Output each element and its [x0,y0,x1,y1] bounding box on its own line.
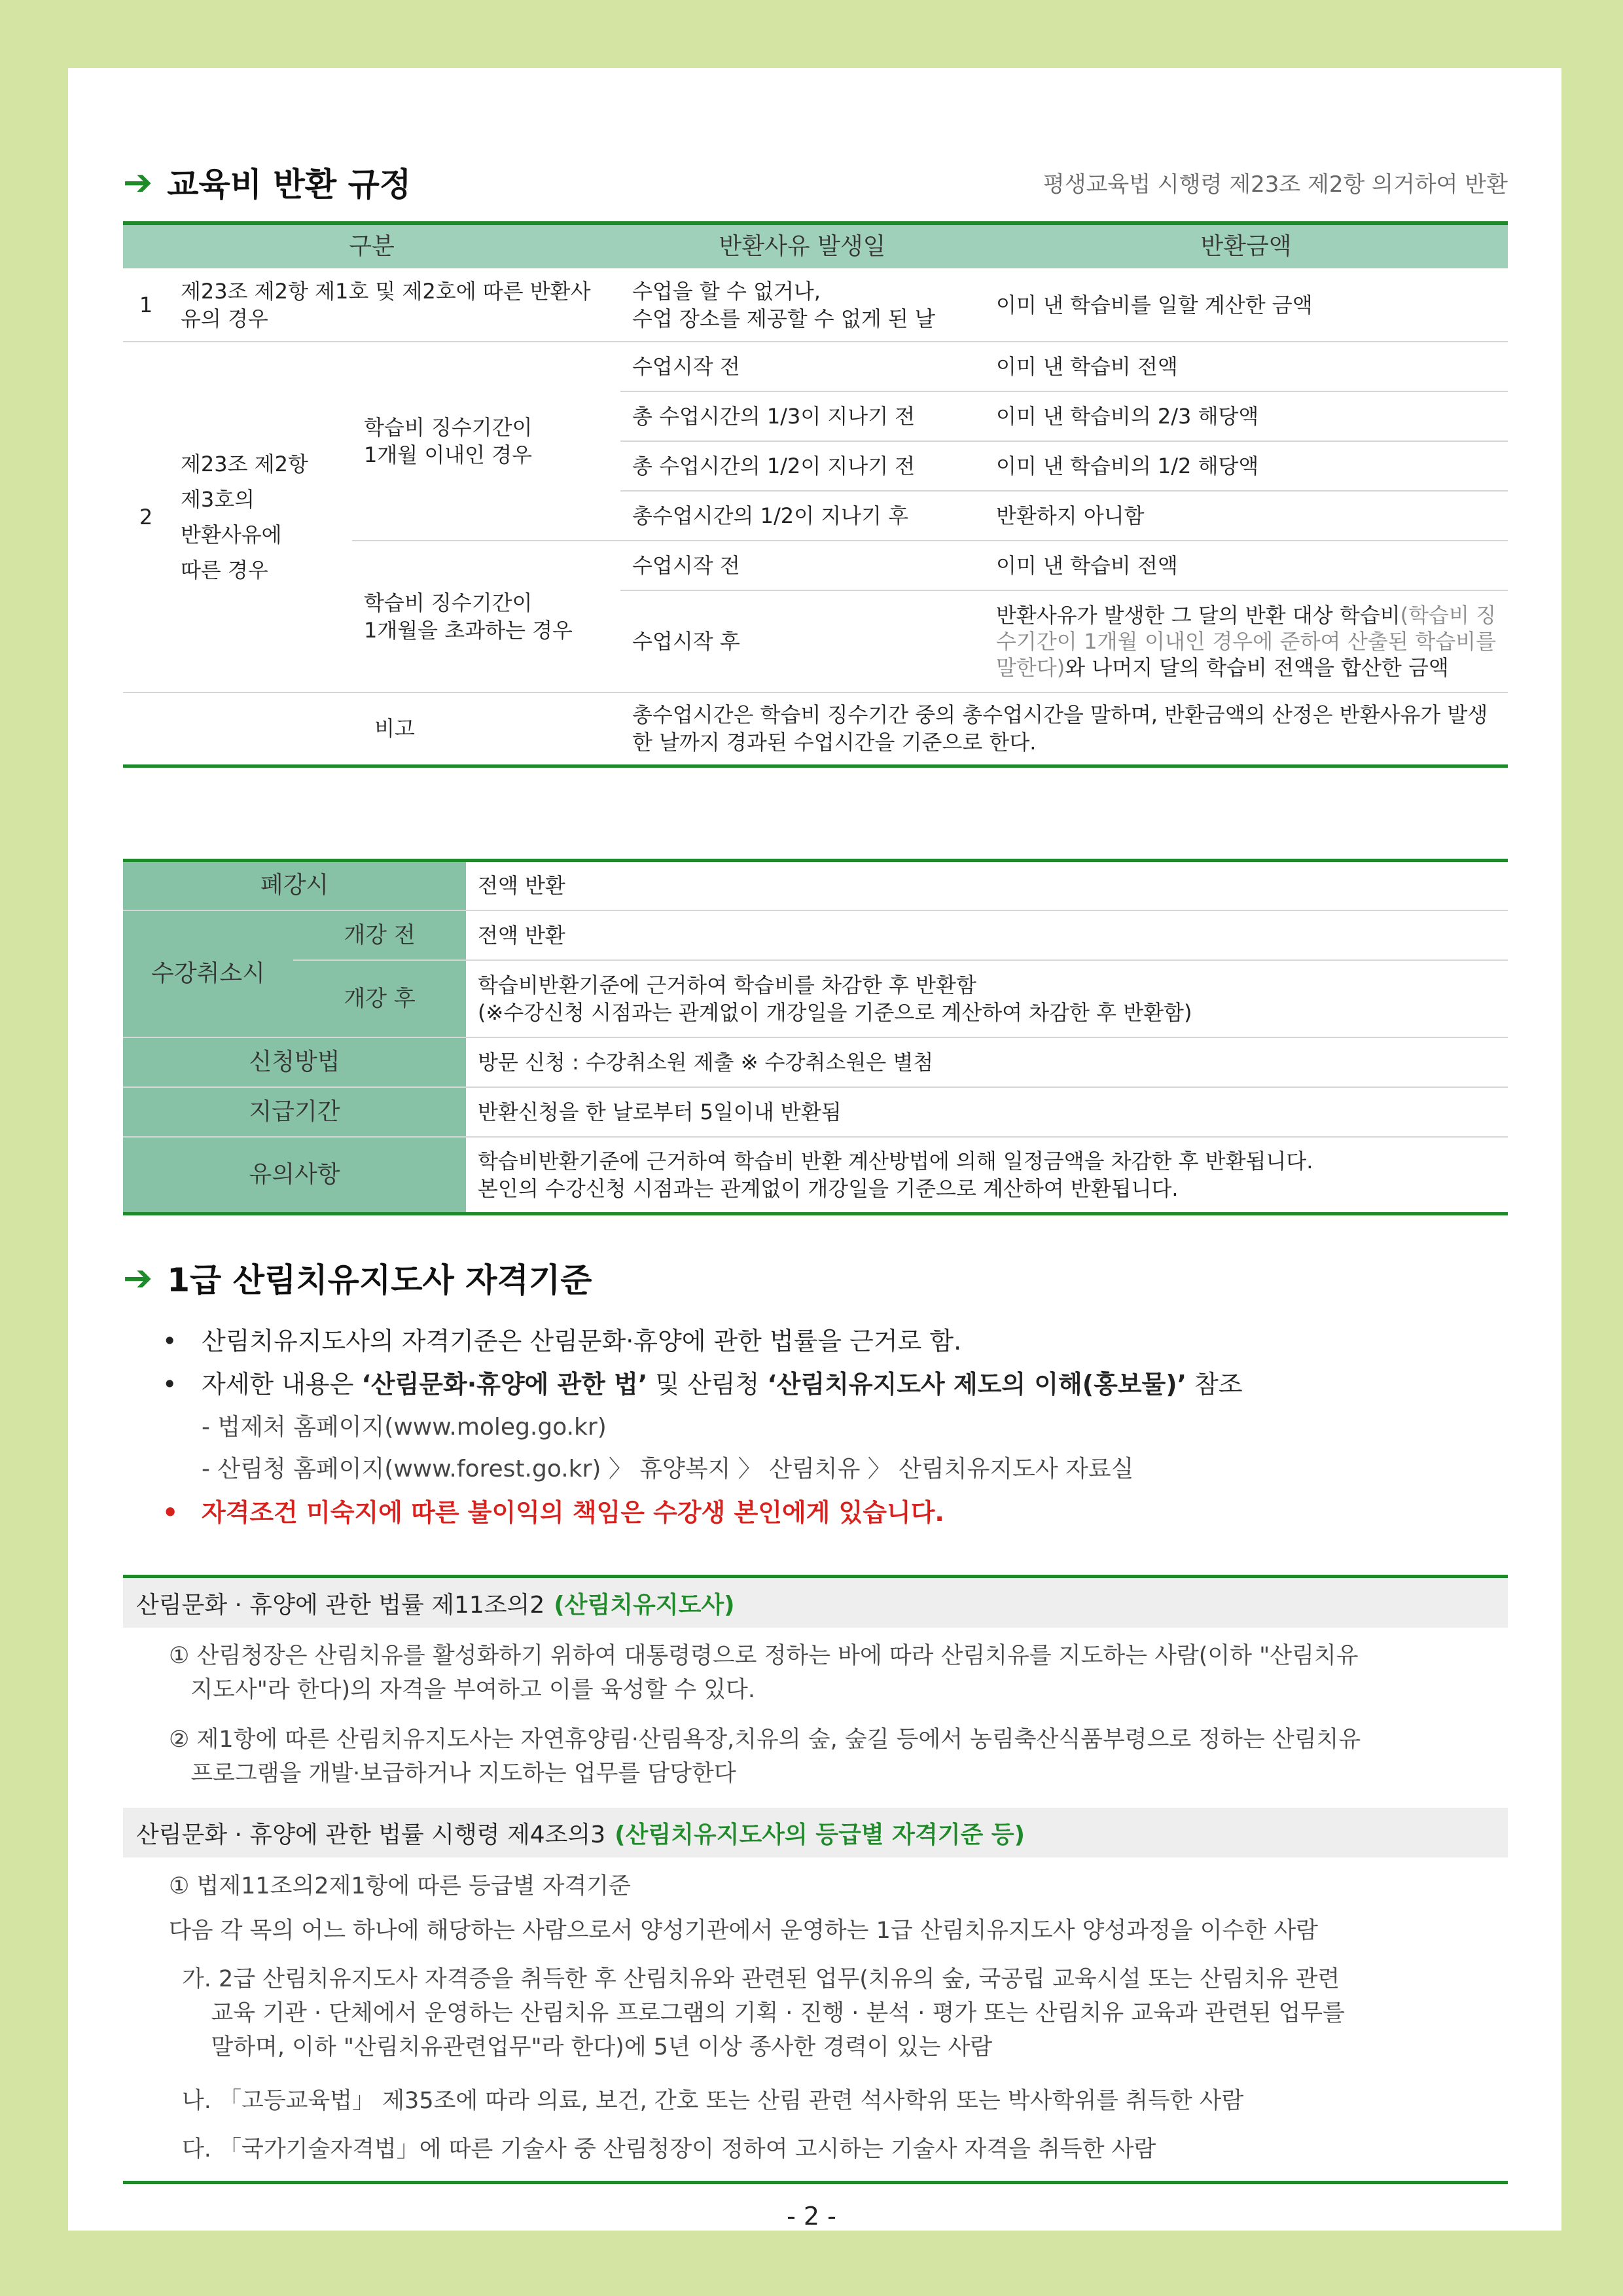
row-amount: 이미 낸 학습비 전액 [984,342,1508,391]
bullet-text-c: 및 산림청 [647,1370,768,1399]
row-occurrence: 수업시작 후 [632,629,740,654]
law1-p1: ① 산림청장은 산림치유를 활성화하기 위하여 대통령령으로 정하는 바에 따라 산림치유를 지도하는 사람(이하 "산림치유 지도사"라 한다)의 자격을 부여하고 이를 육성할 수 있다. [169,1643,1359,1703]
row-occurrence: 총 수업시간의 1/3이 지나기 전 [620,391,984,441]
method-text: 방문 신청 : 수강취소원 제출 ※ 수강취소원은 별첨 [466,1037,1508,1087]
table-row [123,268,1508,342]
law2-title: 산림문화 · 휴양에 관한 법률 시행령 제4조의3 [136,1821,606,1848]
bullet-text: 산림치유지도사의 자격기준은 산림문화·휴양에 관한 법률을 근거로 함. [202,1327,962,1355]
header-occurrence: 반환사유 발생일 [620,223,984,268]
table-row [123,1137,1508,1214]
caution-text: 학습비반환기준에 근거하여 학습비 반환 계산방법에 의해 일정금액을 차감한 후 반환됩니다. 본인의 수강신청 시점과는 관계없이 개강일을 기준으로 계산하여 반환됩니다. [466,1137,1508,1214]
arrow-icon: ➔ [123,161,153,203]
law2-title-green: (산림치유지도사의 등급별 자격기준 등) [615,1821,1026,1848]
bullet-text-b: ‘산림문화·휴양에 관한 법’ [361,1370,648,1399]
row-number: 1 [123,268,169,342]
law2-title-bar [123,1808,1508,1857]
law2-ga: 가. 2급 산림치유지도사 자격증을 취득한 후 산림치유와 관련된 업무(치유의 숲, 국공립 교육시설 또는 산림치유 관련 교육 기관 · 단체에서 운영하는 산림치유 프로그램의 기획 · 진행 · 분석 · 평가 또는 산림치유 교육과 관련된 업무를 말하며, 이하 "산림치유관련업무"라 한다)에 5년 이상 종사한 경력이 있는 사람 [182,1966,1345,2060]
remark-text: 총수업시간은 학습비 징수기간 중의 총수업시간을 말하며, 반환금액의 산정은 반환사유가 발생한 날까지 경과된 수업시간을 기준으로 한다. [620,692,1508,766]
cancel-label: 수강취소시 [123,910,293,1037]
row-occurrence: 수업을 할 수 없거나, 수업 장소를 제공할 수 없게 된 날 [620,268,984,342]
qual-section-header [123,1251,1508,1304]
divider [123,2181,1508,2184]
before-label: 개강 전 [293,910,466,960]
group-label-a: 학습비 징수기간이 1개월 이내인 경우 [352,342,620,541]
table-header-row [123,223,1508,268]
remark-row [123,692,1508,766]
remark-label: 비고 [169,692,620,766]
group-label-b: 학습비 징수기간이 1개월을 초과하는 경우 [364,590,573,643]
row-occurrence: 총 수업시간의 1/2이 지나기 전 [620,441,984,491]
remark-spacer [123,692,169,766]
before-text: 전액 반환 [466,910,1508,960]
row-occurrence: 총수업시간의 1/2이 지나기 후 [620,491,984,541]
warning-text: 자격조건 미숙지에 따른 불이익의 책임은 수강생 본인에게 있습니다. [202,1498,944,1527]
table-row [123,910,1508,960]
law1-p2: ② 제1항에 따른 산림치유지도사는 자연휴양림·산림욕장,치유의 숲, 숲길 등에서 농림축산식품부령으로 정하는 산림치유 프로그램을 개발·보급하거나 지도하는 업무를 담당한다 [169,1727,1361,1787]
amount-tail-text: 와 나머지 달의 학습비 전액을 합산한 금액 [1065,655,1449,680]
amount-note-text: (학습비 징수기간이 1개월 이내인 경우에 준하여 산출된 학습비를 말한다) [996,603,1496,680]
section-title: 1급 산림치유지도사 자격기준 [167,1261,592,1299]
law2-p1: ① 법제11조의2제1항에 따른 등급별 자격기준 [169,1873,631,1899]
amount-main-text: 반환사유가 발생한 그 달의 반환 대상 학습비 [996,603,1400,628]
method-label: 신청방법 [123,1037,466,1087]
caution-label: 유의사항 [123,1137,466,1214]
period-text: 반환신청을 한 날로부터 5일이내 반환됨 [466,1087,1508,1137]
period-label: 지급기간 [123,1087,466,1137]
bullet-icon: • [162,1370,177,1399]
law1-title-bar [123,1578,1508,1628]
link-forest[interactable]: - 산림청 홈페이지(www.forest.go.kr) 〉 휴양복지 〉 산림치유 〉 산림치유지도사 자료실 [202,1456,1134,1482]
bullet-text-e: 참조 [1186,1370,1243,1399]
cancel-table [123,859,1508,1215]
law2-da: 다. 「국가기술자격법」에 따른 기술사 중 산림청장이 정하여 고시하는 기술사 자격을 취득한 사람 [182,2136,1156,2162]
refund-section-header [123,156,1508,208]
warning-item [162,1496,944,1529]
page [68,68,1561,2231]
page-number: - 2 - [787,2202,836,2231]
section-title: 교육비 반환 규정 [167,166,412,204]
after-text: 학습비반환기준에 근거하여 학습비를 차감한 후 반환함 (※수강신청 시점과는 관계없이 개강일을 기준으로 계산하여 차감한 후 반환함) [466,960,1508,1037]
row-amount [984,590,1508,692]
after-label: 개강 후 [293,960,466,1037]
table-row [123,1037,1508,1087]
refund-table [123,221,1508,768]
row-amount: 이미 낸 학습비의 1/2 해당액 [984,441,1508,491]
bullet-item [162,1368,1243,1401]
table-row [123,342,1508,391]
law1-title: 산림문화 · 휴양에 관한 법률 제11조의2 [136,1591,545,1619]
bullet-icon: • [162,1327,177,1355]
closure-label: 폐강시 [123,861,466,910]
closure-text: 전액 반환 [466,861,1508,910]
section-note: 평생교육법 시행령 제23조 제2항 의거하여 반환 [1043,171,1508,198]
row-category: 제23조 제2항 제3호의 반환사유에 따른 경우 [181,452,308,583]
table-row [123,960,1508,1037]
header-category: 구분 [123,223,620,268]
bullet-text-a: 자세한 내용은 [202,1370,362,1399]
law2-p2: 다음 각 목의 어느 하나에 해당하는 사람으로서 양성기관에서 운영하는 1급 산림치유지도사 양성과정을 이수한 사람 [169,1918,1318,1944]
header-amount: 반환금액 [984,223,1508,268]
law2-na: 나. 「고등교육법」 제35조에 따라 의료, 보건, 간호 또는 산림 관련 석사학위 또는 박사학위를 취득한 사람 [182,2088,1244,2114]
table-row [123,861,1508,910]
row-occurrence: 수업시작 전 [620,342,984,391]
row-occurrence: 수업시작 전 [620,541,984,590]
bullet-text-d: ‘산림치유지도사 제도의 이해(홍보물)’ [767,1370,1187,1399]
bullet-icon: • [162,1498,179,1527]
row-amount: 반환하지 아니함 [984,491,1508,541]
row-amount: 이미 낸 학습비를 일할 계산한 금액 [984,268,1508,342]
link-moleg[interactable]: - 법제처 홈페이지(www.moleg.go.kr) [202,1414,607,1441]
row-number: 2 [139,505,153,529]
table-row [123,1087,1508,1137]
row-amount: 이미 낸 학습비의 2/3 해당액 [984,391,1508,441]
law1-title-green: (산림치유지도사) [554,1591,735,1619]
row-category: 제23조 제2항 제1호 및 제2호에 따른 반환사유의 경우 [169,268,620,342]
arrow-icon: ➔ [123,1257,153,1299]
bullet-item [162,1325,961,1357]
row-amount: 이미 낸 학습비 전액 [984,541,1508,590]
